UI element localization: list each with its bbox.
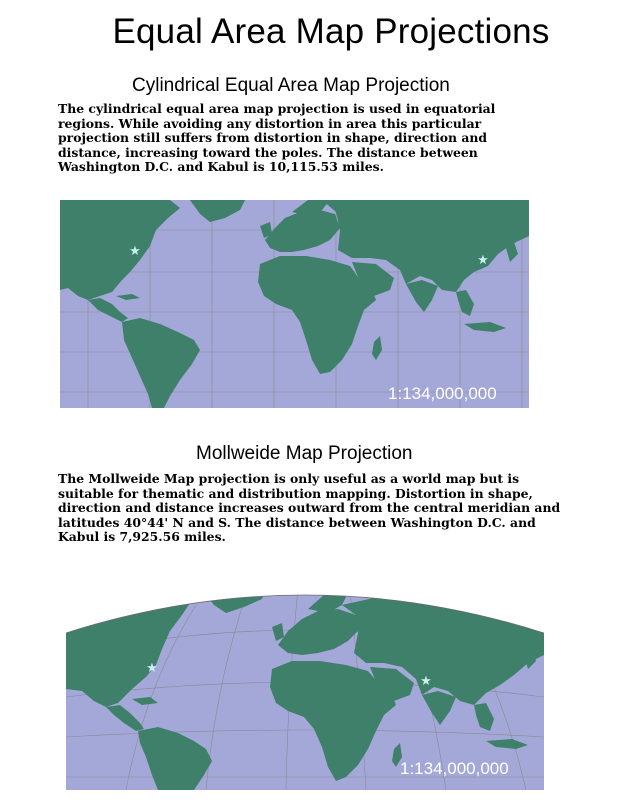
mollweide-description: The Mollweide Map projection is only useful as a world map but is suitable for thematic and distribution mapping. Distortion in shape, direction and distance increases outward from the central meridian and latitudes 40°44' N and S. The distance between Washington D.C. and Kabul is 7,925.56 miles. (58, 471, 561, 545)
cylindrical-heading: Cylindrical Equal Area Map Projection (132, 75, 450, 96)
kabul-marker-star-icon: ★ (477, 252, 489, 267)
kabul-marker-star-icon: ★ (420, 673, 432, 688)
mollweide-scale-label: 1:134,000,000 (400, 759, 509, 778)
mollweide-map (66, 585, 544, 790)
cylindrical-description: The cylindrical equal area map projection is used in equatorial regions. While avoiding any distortion in area this particular projection still suffers from distortion in shape, direction and distance, increasing toward the poles. The distance between Washington D.C. and Kabul is 10,115.53 miles. (58, 101, 496, 175)
washington-marker-star-icon: ★ (146, 660, 158, 675)
page-title: Equal Area Map Projections (112, 12, 550, 51)
mollweide-heading: Mollweide Map Projection (196, 443, 413, 464)
cylindrical-map-svg (60, 200, 529, 408)
cylindrical-scale-label: 1:134,000,000 (388, 384, 497, 403)
cylindrical-map (60, 200, 529, 408)
washington-marker-star-icon: ★ (129, 243, 141, 258)
